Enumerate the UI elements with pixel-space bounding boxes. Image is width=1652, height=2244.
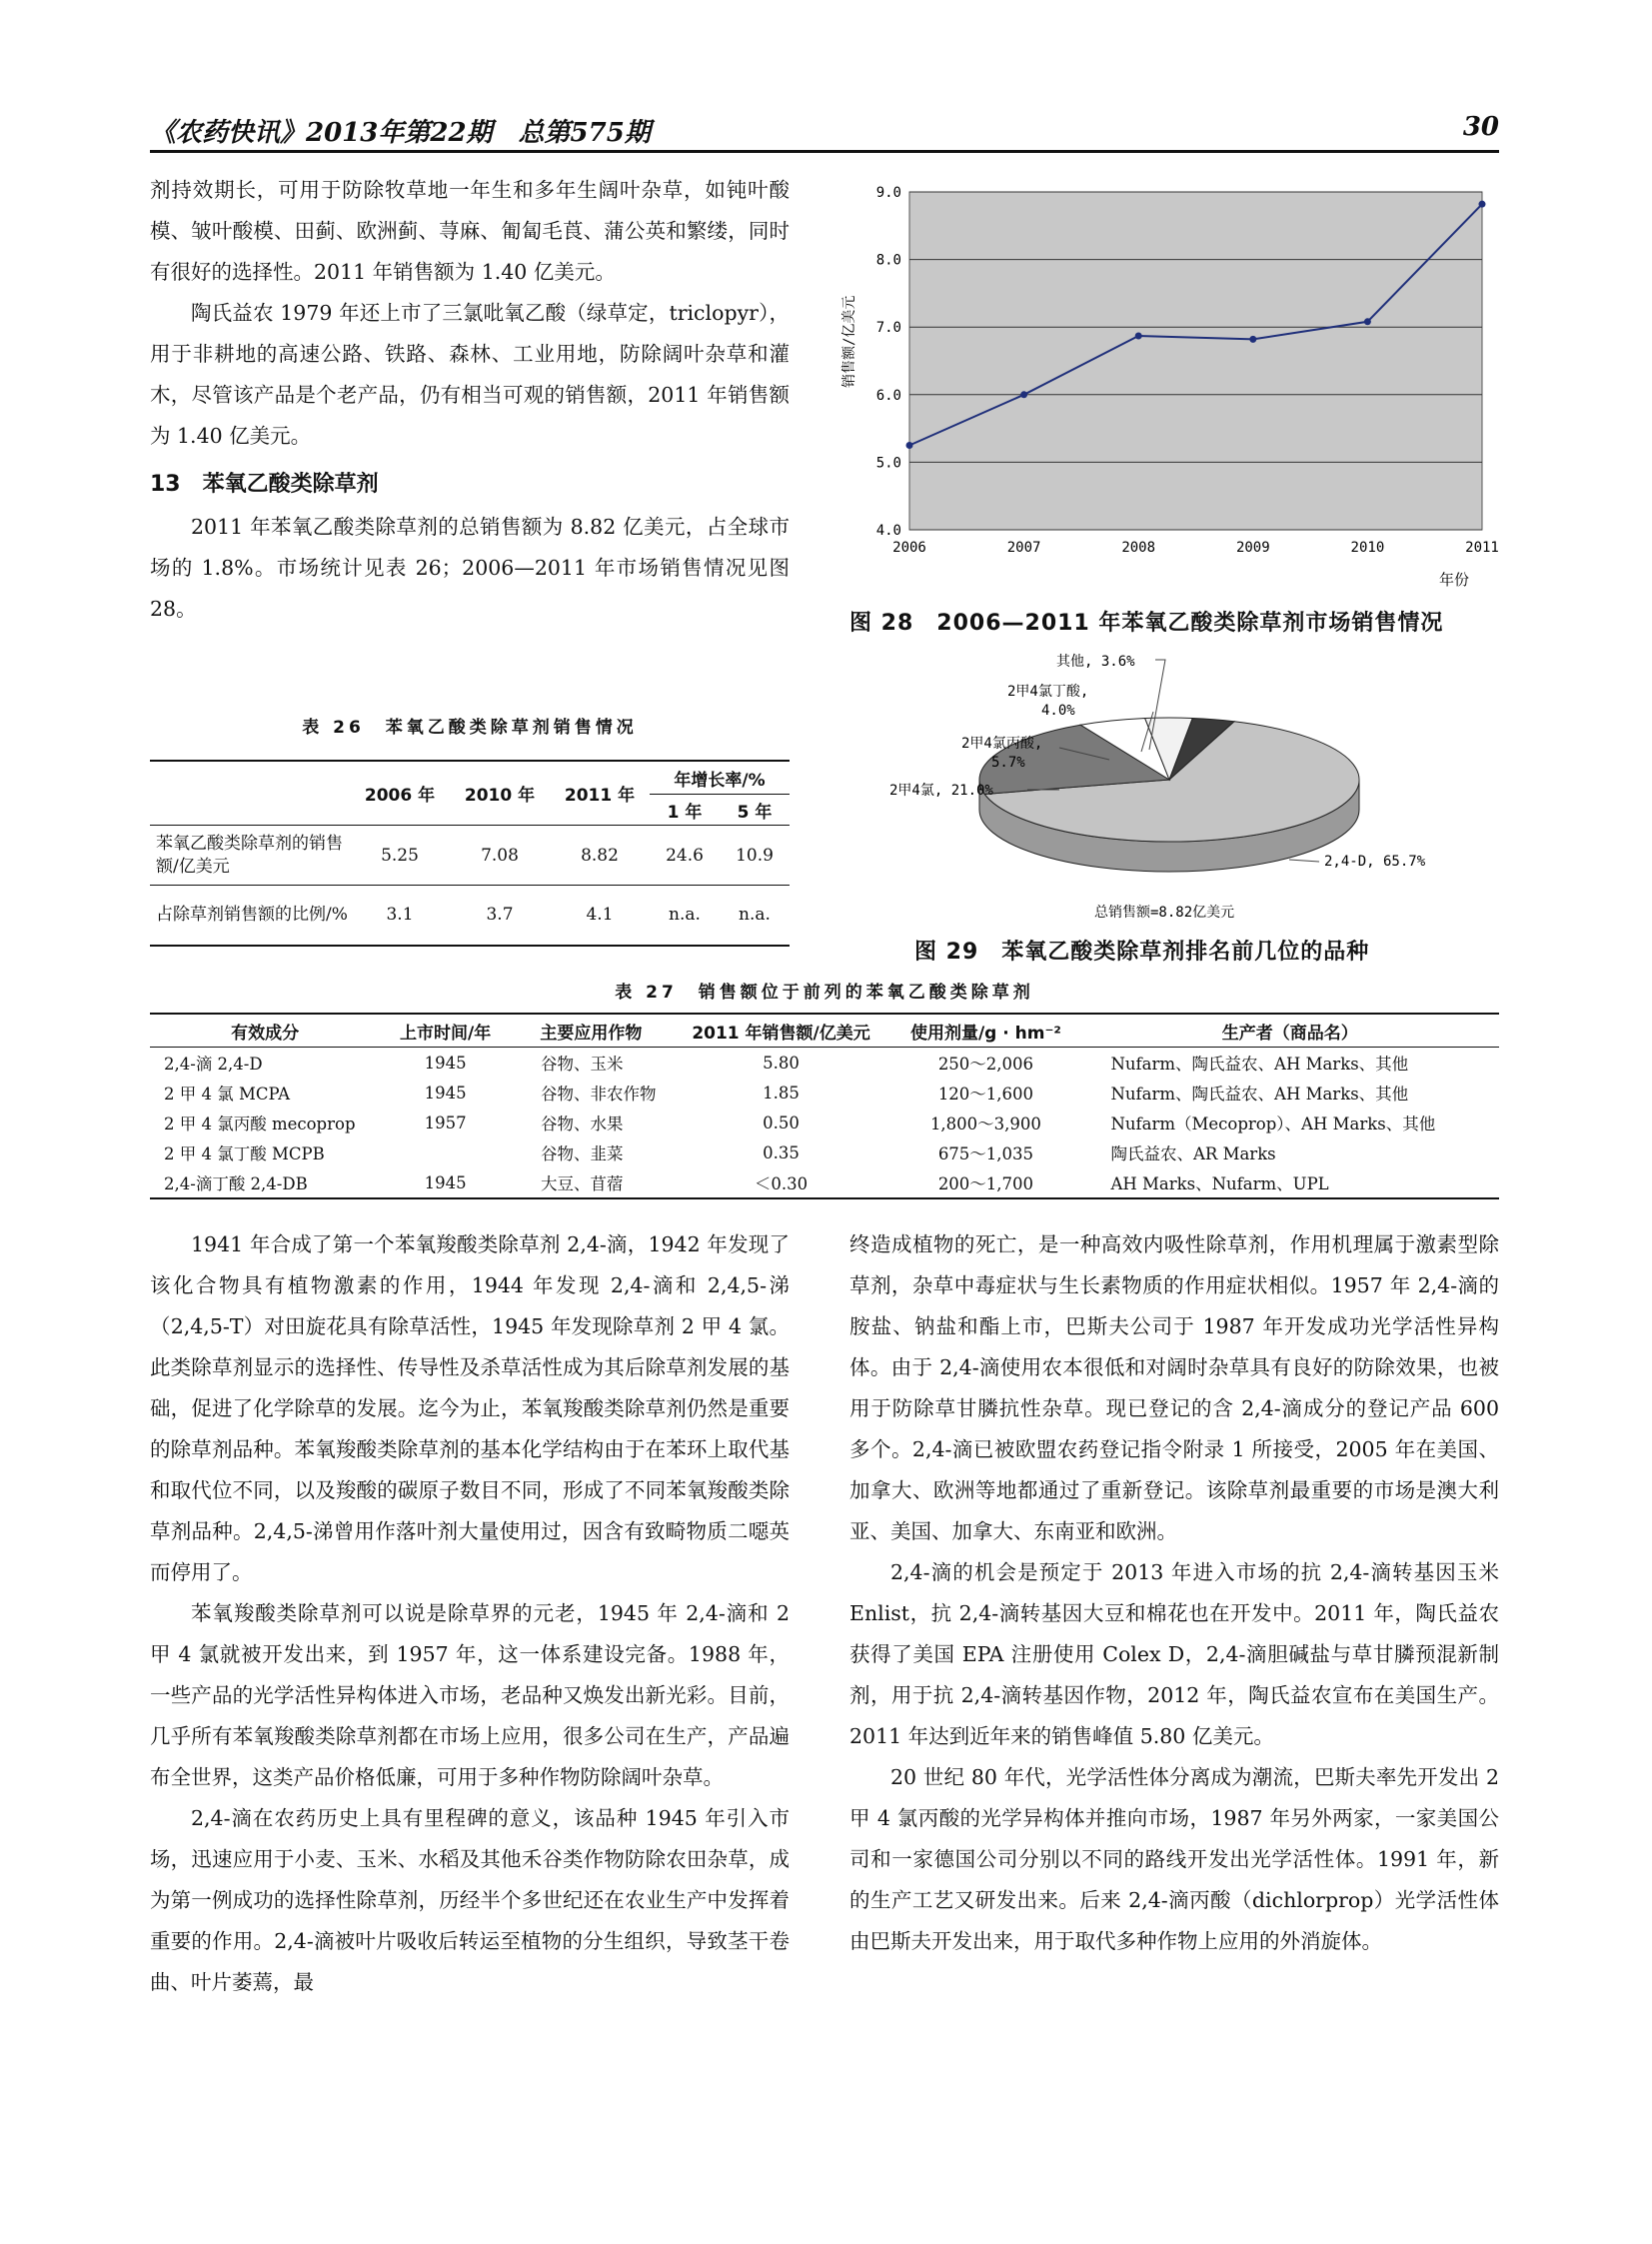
data-point (1364, 318, 1371, 325)
table27-header: 主要应用作物 (511, 1014, 672, 1048)
paragraph: 剂持效期长，可用于防除牧草地一年生和多年生阔叶杂草，如钝叶酸模、皱叶酸模、田蓟、欧洲蓟、荨麻、匍匐毛莨、蒲公英和繁缕，同时有很好的选择性。2011 年销售额为 1.40 亿美元。 (150, 178, 790, 284)
header-rule (150, 150, 1499, 153)
pie-chart (869, 640, 1489, 930)
y-tick-label: 8.0 (875, 252, 901, 269)
table26-header: 1 年 (667, 802, 703, 823)
pie-footnote: 总销售额=8.82亿美元 (1094, 905, 1235, 921)
paragraph: 2011 年苯氧乙酸类除草剂的总销售额为 8.82 亿美元，占全球市场的 1.8%。市场统计见表 26；2006—2011 年市场销售情况见图 28。 (150, 515, 790, 621)
y-tick-label: 4.0 (875, 523, 901, 539)
x-tick-label: 2006 (892, 540, 926, 556)
table-row: 苯氧乙酸类除草剂的销售额/亿美元 5.25 7.08 8.82 24.6 10.9 (150, 826, 790, 886)
table26-header: 2006 年 (364, 786, 436, 806)
table27-header: 2011 年销售额/亿美元 (672, 1014, 891, 1048)
table-cell: 1,800～3,900 (929, 1115, 1041, 1133)
pie-label-mcpa: 2甲4氯, 21.0% (889, 783, 993, 799)
table26-header: 年增长率/% (650, 761, 790, 795)
table-cell: 1945 (424, 1053, 467, 1073)
data-point (906, 442, 913, 449)
table-row (150, 1137, 1499, 1167)
table-cell: 2 甲 4 氯丙酸 mecoprop (164, 1115, 356, 1133)
y-tick-label: 7.0 (875, 320, 901, 337)
line-chart (839, 178, 1519, 598)
paragraph: 2,4-滴在农药历史上具有里程碑的意义，该品种 1945 年引入市场，迅速应用于小麦、玉米、水稻及其他禾谷类作物防除农田杂草，成为第一例成功的选择性除草剂，历经半个多世纪还在农业生产中发挥着重要的作用。2,4-滴被叶片吸收后转运至植物的分生组织，导致茎干卷曲、叶片萎蔫，最 (150, 1806, 790, 1994)
table-cell: 谷物、玉米 (541, 1055, 624, 1074)
table-cell: 1.85 (763, 1083, 800, 1103)
table27-header: 使用剂量/g · hm⁻² (890, 1014, 1080, 1048)
table27 (150, 1013, 1499, 1199)
x-tick-label: 2010 (1350, 540, 1385, 556)
data-point (1135, 332, 1142, 339)
table-cell: 2 甲 4 氯丁酸 MCPB (164, 1144, 325, 1163)
data-point (1479, 201, 1486, 208)
table-cell: 0.50 (763, 1113, 800, 1132)
table-cell: 谷物、韭菜 (541, 1144, 624, 1163)
table27-header: 有效成分 (150, 1014, 380, 1048)
y-axis-label: 销售额/亿美元 (841, 295, 857, 388)
leader-line (1289, 860, 1319, 862)
pie-label-other: 其他, 3.6% (1056, 654, 1135, 670)
pie-label-mcpb: 2甲4氯丁酸, 4.0% (1007, 684, 1089, 719)
y-tick-label: 5.0 (875, 455, 901, 472)
x-tick-label: 2008 (1121, 540, 1156, 556)
paragraph: 1941 年合成了第一个苯氧羧酸类除草剂 2,4-滴，1942 年发现了该化合物具有植物激素的作用，1944 年发现 2,4-滴和 2,4,5-涕（2,4,5-T）对田旋花具有除草活性，1945 年发现除草剂 2 甲 4 氯。此类除草剂显示的选择性、传导性及杀草活性成为其后除草剂发展的基础，促进了化学除草的发展。迄今为止，苯氧羧酸类除草剂仍然是重要的除草剂品种。苯氧羧酸类除草剂的基本化学结构由于在苯环上取代基和取代位不同，以及羧酸的碳原子数目不同，形成了不同苯氧羧酸类除草剂品种。2,4,5-涕曾用作落叶剂大量使用过，因含有致畸物质二噁英而停用了。 (150, 1232, 790, 1584)
table26-header: 2011 年 (564, 786, 636, 806)
paragraph: 陶氏益农 1979 年还上市了三氯吡氧乙酸（绿草定，triclopyr），用于非耕地的高速公路、铁路、森林、工业用地，防除阔叶杂草和灌木，尽管该产品是个老产品，仍有相当可观的销售额，2011 年销售额为 1.40 亿美元。 (150, 301, 790, 448)
figure28-caption: 图 28 2006—2011 年苯氧乙酸类除草剂市场销售情况 (849, 611, 1444, 636)
left-top-column (150, 170, 790, 630)
table-cell: 2 甲 4 氯 MCPA (164, 1085, 290, 1104)
data-point (1020, 391, 1027, 398)
table-cell: 1957 (424, 1113, 467, 1132)
data-point (1249, 336, 1256, 343)
section-heading: 13 苯氧乙酸类除草剂 (150, 472, 379, 497)
table-row (150, 1048, 1499, 1079)
table-row: 占除草剂销售额的比例/% 3.1 3.7 4.1 n.a. n.a. (150, 886, 790, 946)
table-cell: 谷物、水果 (541, 1115, 624, 1133)
table-cell (380, 1137, 511, 1167)
table-cell: Nufarm、陶氏益农、AH Marks、其他 (1110, 1085, 1409, 1104)
table-row (150, 1167, 1499, 1198)
table-row (150, 1078, 1499, 1108)
y-tick-labels (876, 185, 901, 539)
table-cell: 2,4-滴丁酸 2,4-DB (164, 1174, 308, 1193)
table-row (150, 1108, 1499, 1137)
table-cell: 2,4-滴 2,4-D (164, 1055, 263, 1074)
x-tick-label: 2009 (1235, 540, 1270, 556)
table-cell: 200～1,700 (937, 1174, 1034, 1193)
table-cell: Nufarm、陶氏益农、AH Marks、其他 (1110, 1055, 1409, 1074)
paragraph: 终造成植物的死亡，是一种高效内吸性除草剂，作用机理属于激素型除草剂，杂草中毒症状与生长素物质的作用症状相似。1957 年 2,4-滴的胺盐、钠盐和酯上市，巴斯夫公司于 1987 年开发成功光学活性异构体。由于 2,4-滴使用农本很低和对阔时杂草具有良好的防除效果，也被用于防除草甘膦抗性杂草。现已登记的含 2,4-滴成分的登记产品 600 多个。2,4-滴已被欧盟农药登记指令附录 1 所接受，2005 年在美国、加拿大、欧洲等地都通过了重新登记。该除草剂最重要的市场是澳大利亚、美国、加拿大、东南亚和欧洲。 (849, 1232, 1499, 1543)
table26 (150, 760, 790, 947)
x-axis-label: 年份 (1439, 571, 1470, 589)
table-cell: 1945 (424, 1083, 467, 1103)
table-cell: ＜0.30 (754, 1174, 809, 1193)
paragraph: 20 世纪 80 年代，光学活性体分离成为潮流，巴斯夫率先开发出 2 甲 4 氯丙酸的光学异构体并推向市场，1987 年另外两家，一家美国公司和一家德国公司分别以不同的路线开发出光学活性体。1991 年，新的生产工艺又研发出来。后来 2,4-滴丙酸（dichlorprop）光学活性体由巴斯夫开发出来，用于取代多种作物上应用的外消旋体。 (849, 1765, 1499, 1953)
figure29-caption: 图 29 苯氧乙酸类除草剂排名前几位的品种 (914, 940, 1370, 965)
table26-header: 2010 年 (464, 786, 536, 806)
table26-caption: 表 26 苯氧乙酸类除草剂销售情况 (302, 718, 638, 738)
table-cell: 5.80 (763, 1053, 800, 1073)
table-cell: AH Marks、Nufarm、UPL (1110, 1174, 1329, 1193)
paragraph: 2,4-滴的机会是预定于 2013 年进入市场的抗 2,4-滴转基因玉米 Enlist，抗 2,4-滴转基因大豆和棉花也在开发中。2011 年，陶氏益农获得了美国 EPA 注册使用 Colex D，2,4-滴胆碱盐与草甘膦预混新制剂，用于抗 2,4-滴转基因作物，2012 年，陶氏益农宣布在美国生产。2011 年达到近年来的销售峰值 5.80 亿美元。 (849, 1560, 1499, 1748)
y-tick-label: 9.0 (875, 185, 901, 201)
bottom-left-column (150, 1224, 790, 2003)
table27-caption: 表 27 销售额位于前列的苯氧乙酸类除草剂 (615, 983, 1034, 1003)
table-cell: 120～1,600 (937, 1085, 1034, 1104)
bottom-right-column (849, 1224, 1499, 1962)
table-cell: 谷物、非农作物 (541, 1085, 657, 1104)
table-cell: 250～2,006 (937, 1055, 1034, 1074)
page-number: 30 (1462, 112, 1499, 142)
plot-area (909, 192, 1482, 530)
journal-header: 《农药快讯》2013年第22期 总第575期 (150, 118, 651, 148)
x-tick-labels (892, 540, 1499, 556)
table-cell: 大豆、苜蓿 (541, 1174, 624, 1193)
table-cell: Nufarm（Mecoprop）、AH Marks、其他 (1110, 1115, 1436, 1133)
paragraph: 苯氧羧酸类除草剂可以说是除草界的元老，1945 年 2,4-滴和 2 甲 4 氯就被开发出来，到 1957 年，这一体系建设完备。1988 年，一些产品的光学活性异构体进入市场，老品种又焕发出新光彩。目前，几乎所有苯氧羧酸类除草剂都在市场上应用，很多公司在生产，产品遍布全世界，这类产品价格低廉，可用于多种作物防除阔叶杂草。 (150, 1601, 790, 1789)
pie-label-24d: 2,4-D, 65.7% (1324, 854, 1426, 870)
x-tick-label: 2007 (1006, 540, 1041, 556)
x-tick-label: 2011 (1465, 540, 1499, 556)
table-cell: 0.35 (763, 1142, 800, 1162)
table-cell: 675～1,035 (937, 1144, 1034, 1163)
table-cell: 1945 (424, 1172, 467, 1192)
table27-header: 上市时间/年 (380, 1014, 511, 1048)
y-tick-label: 6.0 (875, 387, 901, 404)
pie-label-mecoprop: 2甲4氯丙酸, 5.7% (961, 736, 1043, 771)
table-cell: 陶氏益农、AR Marks (1110, 1144, 1276, 1163)
table27-header: 生产者（商品名） (1080, 1014, 1499, 1048)
table26-header: 5 年 (737, 802, 773, 823)
